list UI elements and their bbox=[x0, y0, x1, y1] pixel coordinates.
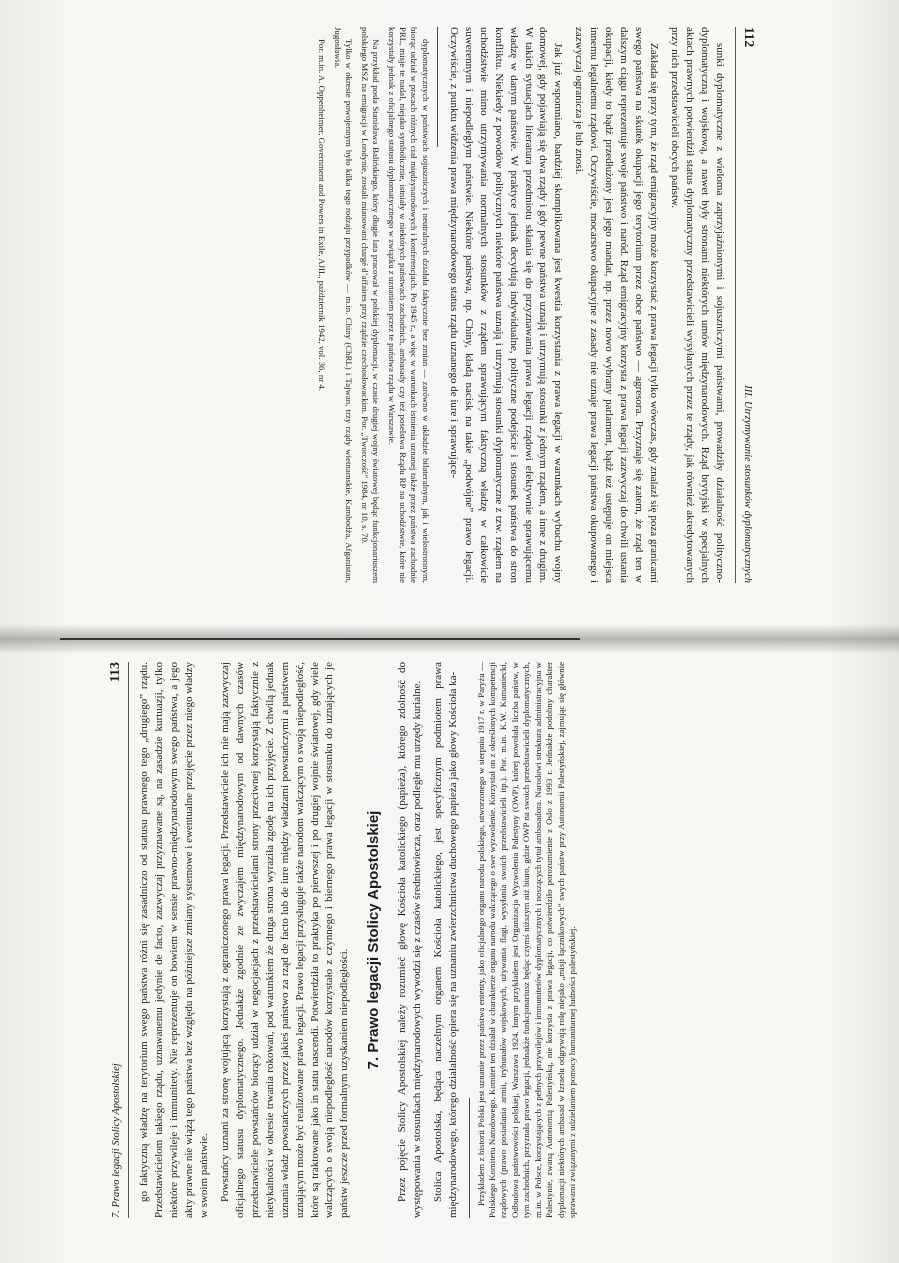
page-number: 113 bbox=[108, 662, 123, 683]
paragraph: go faktyczną władzę na terytorium swego państwa różni się zasadniczo od statusu prawnego tego „drugiego” rządu. Przedstawicielom takiego rządu, uznawanemu jedynie de facto, zazwyczaj przyznawane są, na zasadzie kurtuazji, tylko niektóre przywileje i immunitety. Nie reprezentuje on bowiem w sensie prawno-międzynarodowym swego państwa, a jego akty prawne nie wiążą tego państwa bez względu na późniejsze zmiany systemowe i ewentualne przejęcie przez niego władzy w swoim państwie. bbox=[138, 662, 210, 1218]
paragraph: sunki dyplomatyczne z wieloma zaprzyjaźnionymi i sojuszniczymi państwami, prowadziły działalność polityczno-dyplomatyczną i wojskową, a nawet były stronami niektórych umów międzynarodowych. Rząd brytyjski w specjalnych aktach prawnych potwierdził status dyplomatyczny przedstawicieli wysyłanych przez te rządy, jak również akredytowanych przy nich przedstawicieli obcych państw. bbox=[669, 27, 726, 583]
page-112 bbox=[0, 5, 774, 605]
running-head bbox=[735, 27, 758, 583]
footnote: Przykładem z historii Polski jest uznanie przez państwa ententy, jako oficjalnego organu narodu polskiego, utworzonego w sierpniu 1917 r. w Paryżu — Polskiego Komitetu Narodowego. Komitet ten działał w charakterze organu narodu walczącego o swe wyzwolenie. Korzystał on z określonych kompetencji rządowych (prawo posiadania armii, trybunałów wojskowych, używania flagi, wysyłania swoich przedstawicieli itp.). Por. m.in. K.W. Kumaniecki, Odbudowa państwowości polskiej, Warszawa 1924. Innym przykładem jest Organizacja Wyzwolenia Palestyny (OWP), której powołała liczba państw, w tym zachodnich, przyznała prawo legacji, jednakże funkcjonariusz będąc czymś niższym niż biuro, gdzie OWP na swoich przedstawicieli dyplomatycznych, m.in. w Polsce, korzystających z pełnych przywilejów i immunitetów dyplomatycznych i noszących tytuł ambasadora. Narodowi struktura administracyjna w Palestynie, zwaną Autonomią Palestyńską, nie korzysta z prawa legacji, co potwierdziło porozumienie z Oslo z 1993 r. Jednakże podobny charakter dyplomacji niektórych ambasad w Izraelu odgrywają rolę niejako „misji łącznikowych” swych państw przy Autonomii Palestyńskiej, zajmując się głównie sprawami związanymi z udzielaniem pomocy humanitarnej ludności palestyńskiej. bbox=[475, 662, 577, 1218]
section-heading: 7. Prawo legacji Stolicy Apostolskiej bbox=[365, 810, 383, 1070]
running-head-title: 7. Prawo legacji Stolicy Apostolskiej bbox=[111, 1063, 122, 1218]
paragraph: Przez pojęcie Stolicy Apostolskiej należy rozumieć głowę Kościoła katolickiego (papieża), którego zdolność do występowania w stosunkach międzynarodowych wywodzi się z czasów średniowiecza, oraz podległe mu urzędy kurialne. bbox=[395, 662, 423, 1218]
footnote: dyplomatycznych w państwach sojuszniczych i neutralnych działała faktycznie bez zmian — zarówno w układzie bilateralnym, jak i wielostronnym, biorąc udział w pracach różnych ciał międzynarodowych i konferencjach. Po 1945 r., a więc w warunkach istnienia uznanej także przez państwa zachodnie PRL, misje te nadal, niejako symbolicznie, istniały w niektórych państwach zachodnich, ambasady czy też poselstwa Rządu RP na uchodźstwie, które nie korzystały jednak z oficjalnego statusu dyplomatycznego w związku z uznaniem przez te państwa rządu w Warszawie. bbox=[386, 27, 431, 583]
footnote-separator bbox=[437, 27, 438, 147]
paragraph: Stolica Apostolska, będąca naczelnym organem Kościoła katolickiego, jest specyficznym podmiotem prawa międzynarodowego, którego działalność opiera się na uznaniu zwierzchnictwa duchowego papieża jako głowy Kościoła ka- bbox=[431, 662, 459, 1218]
footnote: Por. m.in. A. Oppenheimer, Government and Powers in Exile, AJIL, październik 1942, vol. 36, nr 4. bbox=[317, 39, 328, 391]
paragraph: Jak już wspomniano, bardziej skomplikowana jest kwestia korzystania z prawa legacji w warunkach wybuchu wojny domowej, gdy pojawiają się dwa rządy i gdy pewne państwa uznają i utrzymują stosunki z jednym rządem, a inne z drugim. W takich sytuacjach literatura przedmiotu skłania się do przyznawania prawa legacji rządowi efektywnie sprawującemu władzę w danym państwie. W praktyce jednak decydują indywidualne, polityczne podejście i stosunek państwa do stron konfliktu. Niekiedy z powodów politycznych niektóre państwa uznają i utrzymują stosunki dyplomatyczne z tzw. rządem na uchodźstwie mimo utrzymywania normalnych stosunków z rządem sprawującym faktyczną władzę w całkowicie suwerennym i niepodległym państwie. Niektóre państwa, np. Chiny, kładą nacisk na takie „podwójne” prawo legacji. Oczywiście, z punktu widzenia prawa międzynarodowego status rządu uznanego de iure i sprawujące- bbox=[447, 27, 565, 583]
footnote-separator bbox=[469, 1098, 470, 1218]
footnote: Na przykład posła Stanisława Balińskiego, który długie lata pracował w polskiej dyplomacji, w czasie drugiej wojny światowej będąc funkcjonariuszem polskiego MSZ na emigracji w Londynie, zostali mianowani chargé d’affaires przy rządzie czechosłowackim. Por. „Tworczość” 1984, nr 10, s. 70. bbox=[359, 27, 382, 583]
paragraph: Powstańcy uznani za stronę wojującą korzystają z ograniczonego prawa legacji. Przedstawiciele ich nie mają zazwyczaj oficjalnego statusu dyplomatycznego. Jednakże zgodnie ze zwyczajem międzynarodowym od dawnych czasów przedstawiciele powstańców biorący udział w negocjacjach z przedstawicielami strony przeciwnej korzystają faktycznie z nietykalności w okresie trwania rokowań, pod warunkiem że druga strona wyraziła zgodę na ich przyjęcie. Z chwilą jednak uznania władz powstańczych przez jakieś państwo za rząd de facto lub de iure między władzami powstańczymi a państwem uznającym może być realizowane prawo legacji. Prawo legacji przysługuje także narodom walczącym o swoją niepodległość, które są traktowane jako in statu nascendi. Potwierdziła to praktyka po pierwszej i po drugiej wojnie światowej, gdy wiele walczących o swoją niepodległość narodów korzystało z czynnego i biernego prawa legacji w stosunku do uznających je państw jeszcze przed formalnym uzyskaniem niepodległości. bbox=[218, 662, 351, 1218]
paragraph: Zakłada się przy tym, że rząd emigracyjny może korzystać z prawa legacji tylko wówczas, gdy znalazł się poza granicami swego państwa na skutek okupacji jego terytorium przez obce państwo — agresora. Przyznaje się zatem, że rząd ten w dalszym ciągu reprezentuje swoje państwo i naród. Rząd emigracyjny korzysta z prawa legacji zazwyczaj do chwili ustania okupacji, kiedy to bądź przedłużony jest jego mandat, np. przez nowo wybrany parlament, bądź też ustępuje on miejsca innemu legalnemu rządowi. Oczywiście, mocarstwo okupacyjne z zasady nie uznaje prawa legacji państwa okupowanego i zazwyczaj ogranicza je lub znosi. bbox=[573, 27, 661, 583]
page-113 bbox=[90, 640, 899, 1240]
page-number: 112 bbox=[741, 27, 756, 48]
running-head-title: III. Utrzymywanie stosunków dyplomatycznych bbox=[742, 385, 753, 583]
running-head bbox=[106, 662, 129, 1218]
footnote: Tylko w okresie powojennym było kilka tego rodzaju przypadków — m.in. Chiny (ChRL) i Tajwan, trzy rządy wietnamskie, Kambodża, Afganistan, Jugosławia. bbox=[332, 27, 355, 583]
